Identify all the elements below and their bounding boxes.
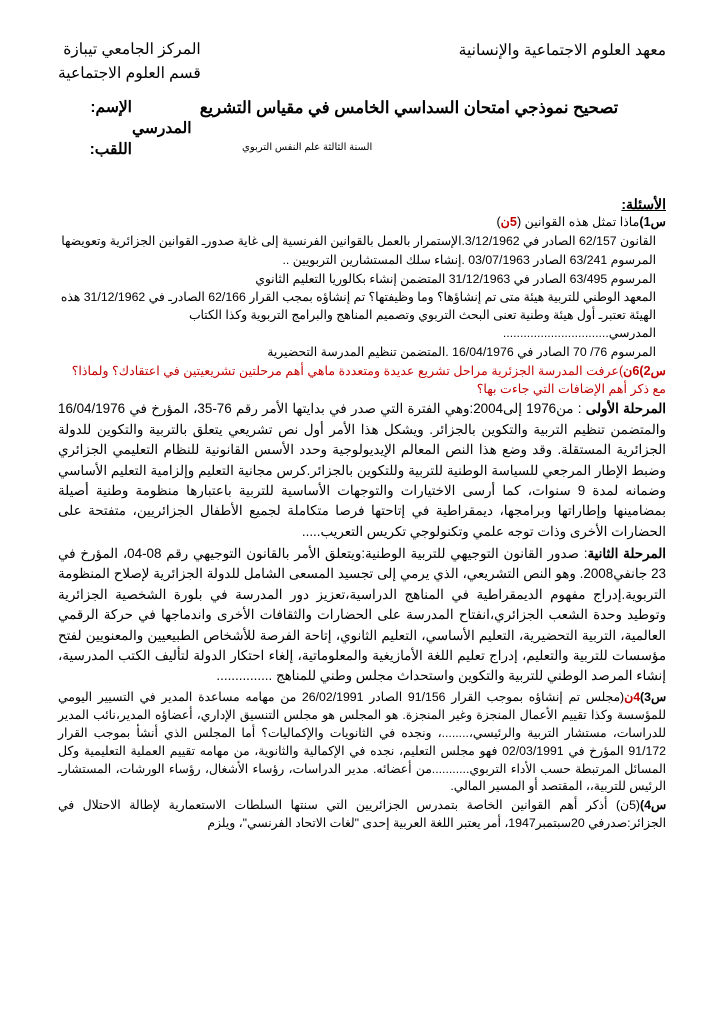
department: قسم العلوم الاجتماعية xyxy=(58,65,201,83)
question-3-paragraph xyxy=(58,689,666,797)
institute-name: معهد العلوم الاجتماعية والإنسانية xyxy=(458,42,666,59)
stage-one-label: المرحلة الأولى xyxy=(585,401,666,417)
class-note: السنة الثالثة علم النفس التربوي xyxy=(242,141,373,153)
question-3-mark: 4ن xyxy=(624,689,641,704)
question-1-line xyxy=(58,214,666,232)
law-item: المرسوم 63/241 الصادر 03/07/1963 .إنشاء سلك المستشارين التربويين .. xyxy=(282,252,656,267)
question-2-intro: )عرفت المدرسة الجزئرية مراحل تشريع عديدة ومتعددة ماهي أهم مرحلتين تشريعيتين في اعتقادك؟ ولماذا؟ مع ذكر أهم الإضافات التي جاءت بها؟ xyxy=(71,363,666,396)
stage-two-label: المرحلة الثانية xyxy=(587,546,666,562)
question-2-mark: 6ن xyxy=(623,363,640,378)
question-1-mark: 5ن xyxy=(500,215,517,230)
question-4-paragraph xyxy=(58,797,666,833)
law-item: المرسوم 63/495 الصادر في 31/12/1963 المتضمن إنشاء بكالوريا التعليم الثانوي xyxy=(255,271,656,286)
exam-title: تصحيح نموذجي امتحان السداسي الخامس في مقياس التشريع xyxy=(199,99,619,118)
surname-label: اللقب: xyxy=(89,140,132,158)
surname-row xyxy=(58,138,666,161)
law-item: المرسوم 76/ 70 الصادر في 16/04/1976 .المتضمن تنظيم المدرسة التحضيرية xyxy=(267,344,656,359)
university-center: المركز الجامعي تيبازة xyxy=(63,41,201,58)
title-second-line-row xyxy=(58,121,666,138)
header-right-block xyxy=(58,38,201,86)
law-item: القانون 62/157 الصادر في 3/12/1962.الإستمرار بالعمل بالقوانين الفرنسية إلى غاية صدورـ القوانين الجزائرية وتعويضها xyxy=(61,233,656,248)
identity-block xyxy=(58,96,666,192)
questions-heading: الأسئلة: xyxy=(621,196,666,213)
stage-two-paragraph xyxy=(58,544,666,687)
question-3-text: (مجلس تم إنشاؤه بموجب القرار 91/156 الصادر 26/02/1991 من مهامه مساعدة المدير في التسيير اليومي للمؤسسة وكذا تقييم الأعمال المنجزة وغير المنجزة. هو المجلس هو مجلس التنسيق الإداري، أعضاؤه المدير،نائب المدير للدراسات، مستشار التربية والرئيسي،........، ونجده في الثانويات والإكماليات؟ أما المجلس الذي أنشأ بموجب القرار 91/172 المؤرخ في 02/03/1991 فهو مجلس التعليم، نجده في الإكمالية والثانوية، من مهامه تقييم العملية التعليمية وكل المسائل المرتبطة حسب الأداء التربوي...........من أعضائه. مدير الدراسات، رؤساء الأشغال، رؤساء الورشات، المستشارـ الرئيس للتربية،، المقتصد أو المسير المالي. xyxy=(58,689,667,794)
question-2-line xyxy=(58,363,666,399)
question-1-close: ) xyxy=(496,215,501,230)
stage-one-text: : من1976 إلى2004:وهي الفترة التي صدر في بدايتها الأمر رقم 76-35، المؤرخ في 16/04/1976 والمتضمن تنظيم التربية والتكوين بالجزائر. ويشكل هذا الأمر أول نص تشريعي يتعلق بالتربية والتكوين للدولة الجزائرية المستقلة. وقد وضع هذا النص المعالم الإيديولوجية وحدد الأسس القانونية للنظام التعليمي الجزائري وضبط الإطار المرجعي للسياسة الوطنية للتربية وللتكوين بالجزائر.كرس مجانية التعليم وإلزامية التعليم الأساسي وضمانه لمدة 9 سنوات، كما أرسى الاختيارات والتوجهات الأساسية للتربية باعتبارها منظومة وطنية أصيلة بمضامينها وإطاراتها وبرامجها، ديمقراطية في إتاحتها فرصا متكاملة لجميع الأطفال الجزائريين، متفتحة على الحضارات الأخرى وذات توجه علمي وتكنولوجي تكريس التعريب..... xyxy=(58,401,666,539)
question-4-tag: س4) xyxy=(640,798,666,813)
stage-two-text: : صدور القانون التوجيهي للتربية الوطنية:ويتعلق الأمر بالقانون التوجيهي رقم 08-04، المؤرخ في 23 جانفي2008. وهو النص التشريعي، الذي يرمي إلى تجسيد المسعى الشامل للدولة الجزائرية لإصلاح المنظومة التربوية.إدراج مفهوم الديمقراطية في المناهج الدراسية،تعزيز دور المدرسة في بلورة الشخصية الجزائرية وتوطيد وحدة الشعب الجزائري،انفتاح المدرسة على الحضارات والثقافات الأخرى واندماجها في حركة الرقمي العالمية، التربية التحضيرية، التعليم الأساسي، التعليم الثانوي، إتاحة الفرصة للأشخاص الطبيعيين والمعنويين لفتح مؤسسات للتربية والتعليم، إدراج تعليم اللغة الأمازيغية والمعلوماتية، إلغاء احتكار الدولة لتأليف الكتب المدرسية، إنشاء المرصد الوطني للتربية والتكوين واستحداث مجلس وطني للمناهج ............... xyxy=(58,546,666,684)
name-label: الإسم: xyxy=(90,99,132,117)
name-row xyxy=(58,96,666,121)
law-item: المعهد الوطني للتربية هيئة متى تم إنشاؤها؟ وما وظيفتها؟ تم إنشاؤه بمجب القرار 62/166 الصادرـ في 31/12/1962 هذه الهيئة تعتبرـ أول هيئة وطنية تعنى البحث التربوي وتصميم المناهج والبرامج التربوية وكذا الكتاب المدرسي............................... xyxy=(60,290,656,341)
document-header xyxy=(58,38,666,86)
exam-title-line2: المدرسي xyxy=(132,119,192,137)
question-2-tag: س2) xyxy=(639,363,666,378)
question-1-tag: س1) xyxy=(639,215,666,230)
question-4-text: (5ن) أذكر أهم القوانين الخاصة بتمدرس الجزائريين التي سنتها السلطات الاستعمارية لإطالة الاحتلال في الجزائر:صدرفي 20سبتمبر1947، أمر يعتبر اللغة العربية إحدى "لغات الاتحاد الفرنسي"، ويلزم xyxy=(58,798,666,831)
question-1-text: ماذا تمثل هذه القوانين ( xyxy=(516,215,640,230)
question-3-tag: س3) xyxy=(640,689,666,704)
stage-one-paragraph xyxy=(58,399,666,542)
